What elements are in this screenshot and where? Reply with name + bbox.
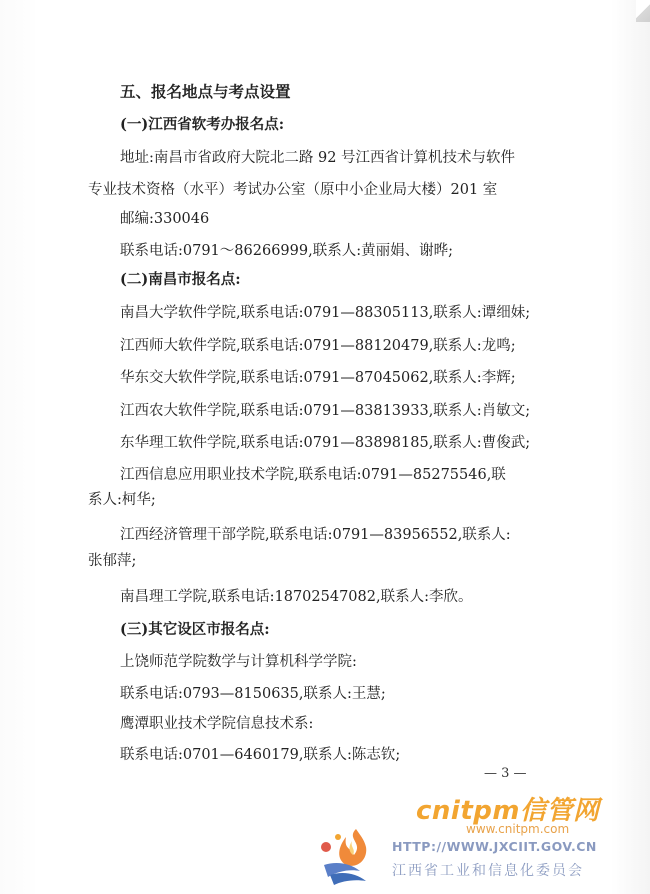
- list-item: 江西师大软件学院,联系电话:0791—88120479,联系人:龙鸣;: [120, 338, 516, 354]
- page-number: — 3 —: [484, 766, 527, 781]
- list-item: 江西信息应用职业技术学院,联系电话:0791—85275546,联: [120, 467, 506, 483]
- list-item: 鹰潭职业技术学院信息技术系:: [120, 716, 314, 732]
- subsection-heading-provincial: (一)江西省软考办报名点:: [120, 116, 285, 133]
- section-heading: 五、报名地点与考点设置: [120, 82, 291, 101]
- list-item-continued: 系人:柯华;: [88, 492, 156, 508]
- list-item: 联系电话:0701—6460179,联系人:陈志钦;: [120, 747, 401, 763]
- watermark-url: www.cnitpm.com: [466, 822, 570, 836]
- list-item: 联系电话:0793—8150635,联系人:王慧;: [120, 686, 386, 702]
- list-item: 东华理工软件学院,联系电话:0791—83898185,联系人:曹俊武;: [120, 435, 531, 451]
- list-item-continued: 张郁萍;: [88, 553, 137, 569]
- list-item: 南昌理工学院,联系电话:18702547082,联系人:李欣。: [120, 589, 473, 605]
- subsection-heading-other-cities: (三)其它设区市报名点:: [120, 621, 270, 638]
- flame-emblem-icon: [316, 825, 388, 887]
- subsection-heading-nanchang: (二)南昌市报名点:: [120, 271, 241, 288]
- list-item: 江西农大软件学院,联系电话:0791—83813933,联系人:肖敏文;: [120, 403, 531, 419]
- folded-corner: [636, 0, 650, 22]
- address-line-continued: 专业技术资格（水平）考试办公室（原中小企业局大楼）201 室: [88, 182, 498, 198]
- watermark-logo: cnitpm信管网: [416, 796, 600, 826]
- list-item: 江西经济管理干部学院,联系电话:0791—83956552,联系人:: [120, 527, 511, 543]
- postcode-line: 邮编:330046: [120, 211, 210, 227]
- organization-name: 江西省工业和信息化委员会: [392, 863, 584, 879]
- contact-line: 联系电话:0791～86266999,联系人:黄丽娟、谢晔;: [120, 243, 453, 259]
- list-item: 上饶师范学院数学与计算机科学学院:: [120, 654, 357, 670]
- website-url: HTTP://WWW.JXCIIT.GOV.CN: [392, 839, 597, 854]
- list-item: 华东交大软件学院,联系电话:0791—87045062,联系人:李辉;: [120, 370, 516, 386]
- address-line: 地址:南昌市省政府大院北二路 92 号江西省计算机技术与软件: [120, 150, 516, 166]
- list-item: 南昌大学软件学院,联系电话:0791—88305113,联系人:谭细妹;: [120, 305, 531, 321]
